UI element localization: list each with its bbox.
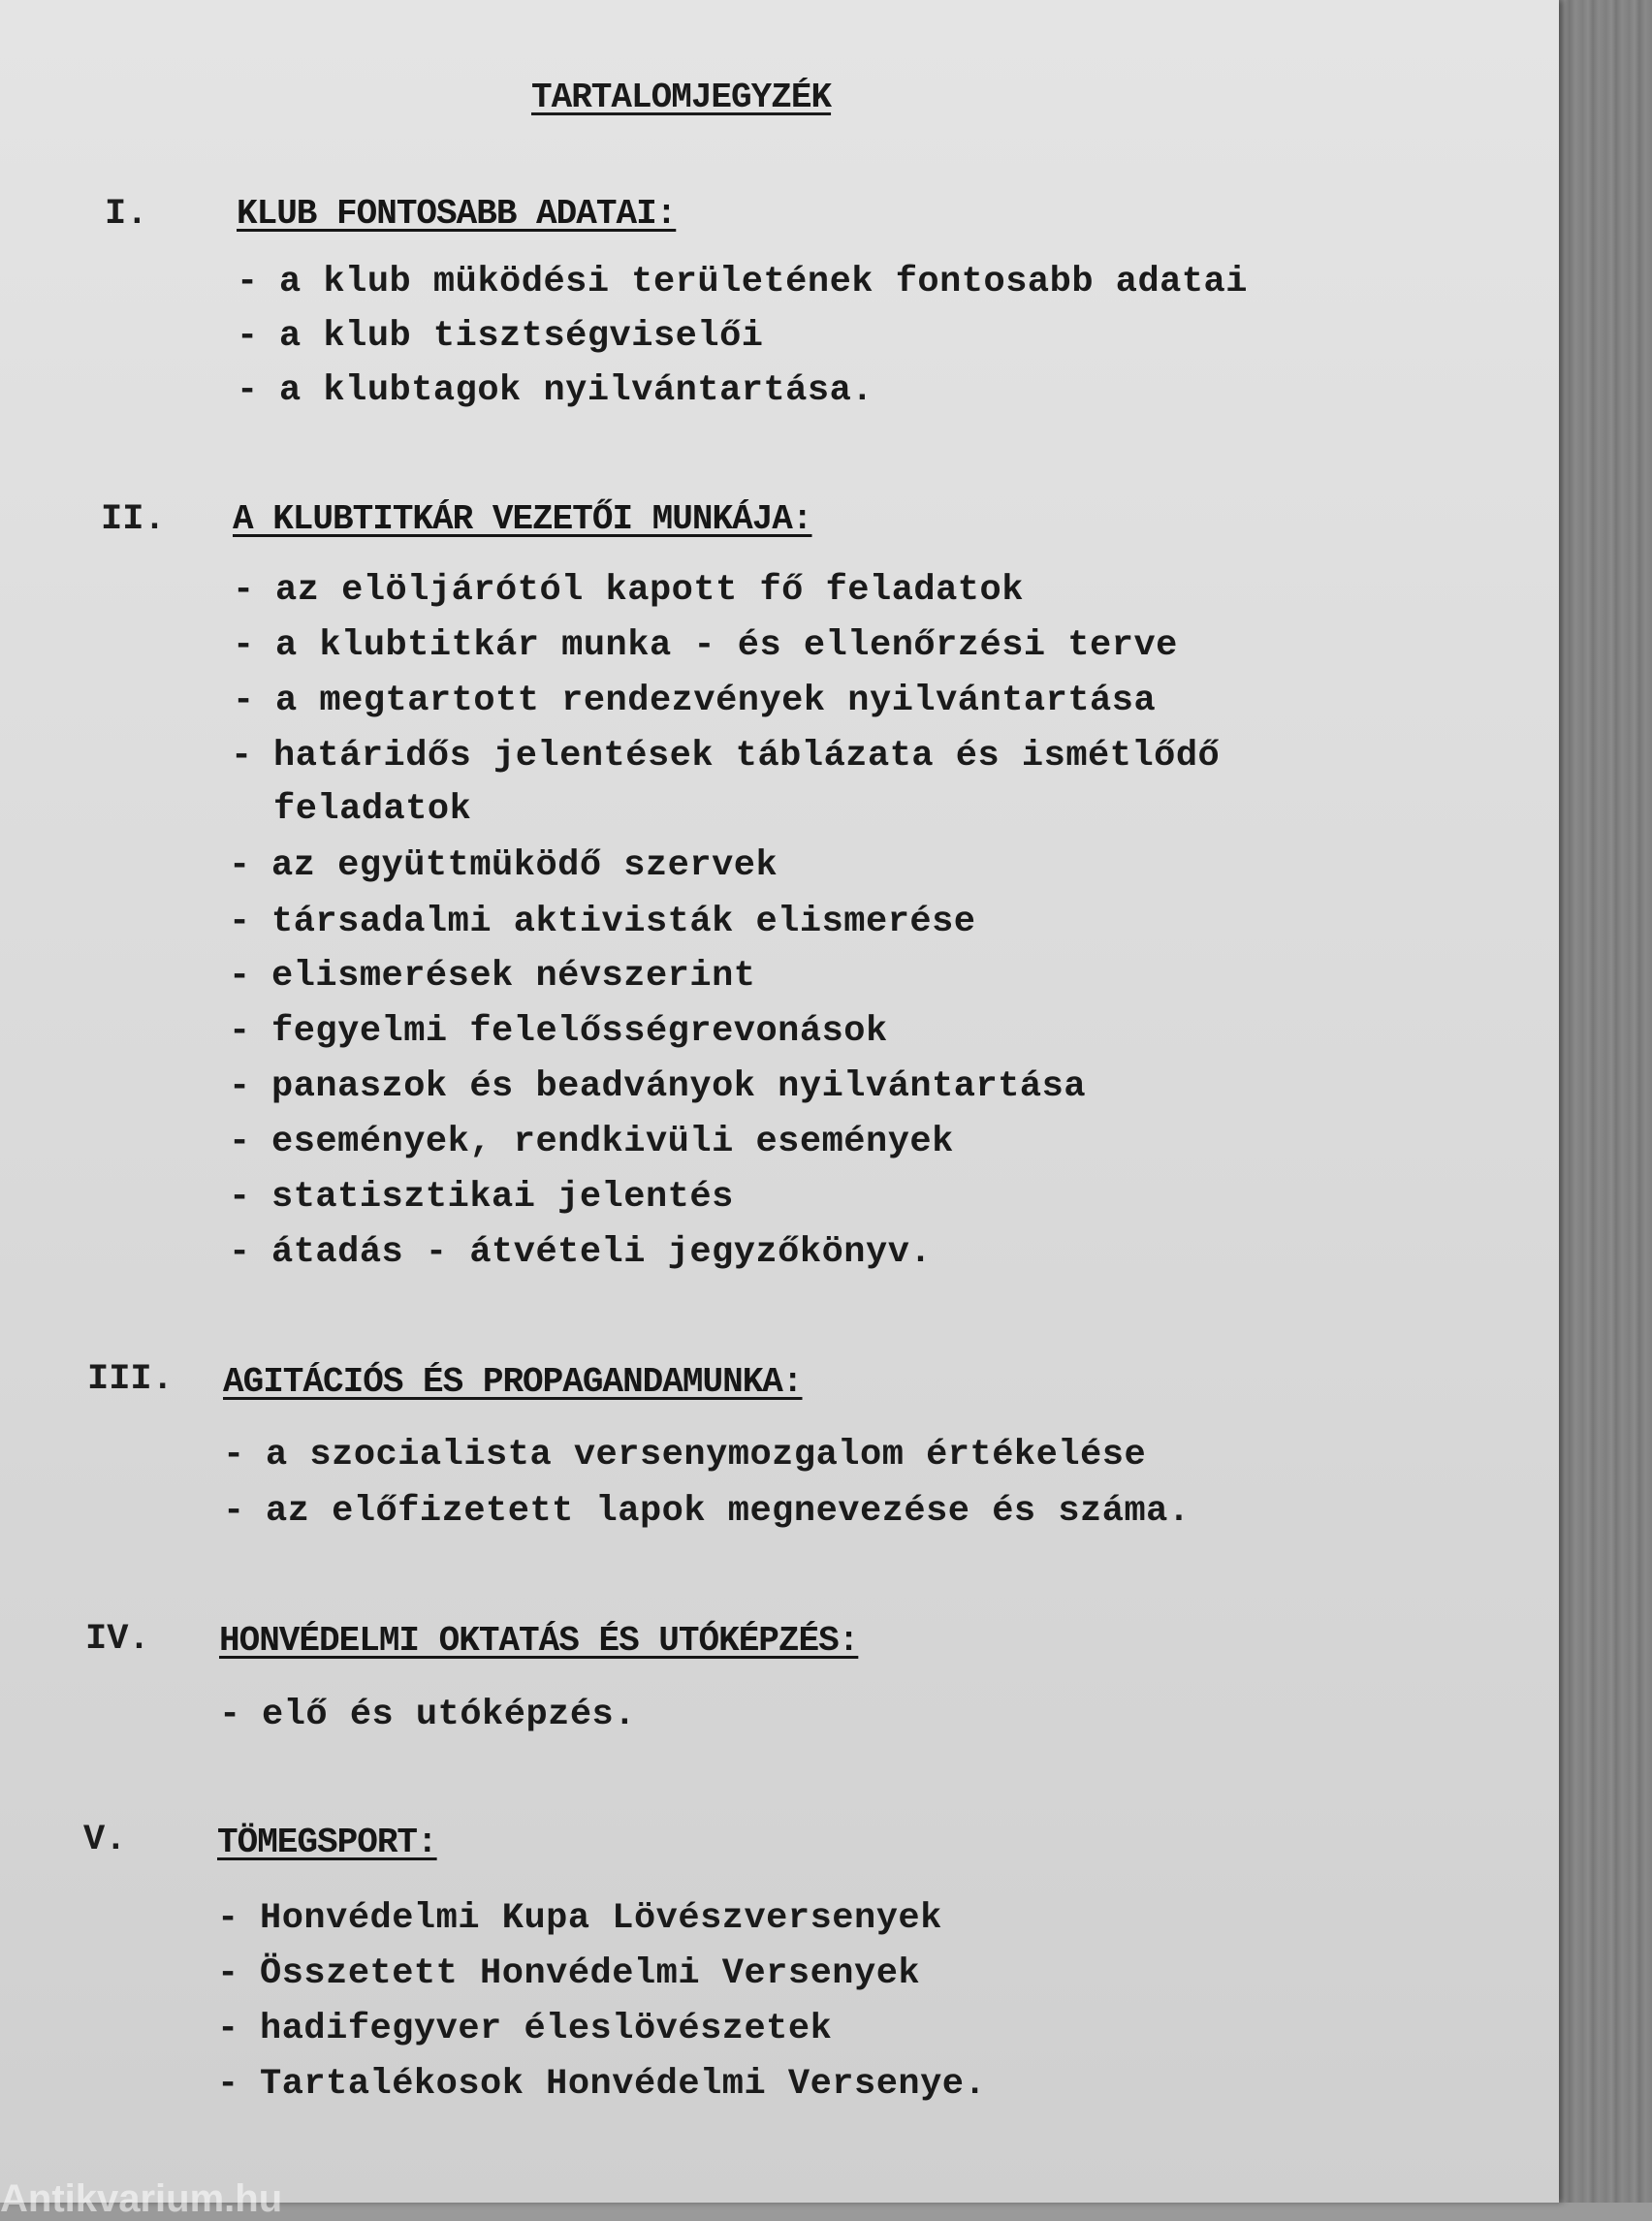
- background-surface: [1559, 0, 1652, 2203]
- list-item-text: Honvédelmi Kupa Lövészversenyek: [260, 1898, 942, 1939]
- list-item: [237, 316, 763, 357]
- dash-marker: -: [217, 2009, 239, 2049]
- list-item: [217, 1953, 920, 1994]
- list-item-text: hadifegyver éleslövészetek: [260, 2009, 833, 2049]
- dash-marker: -: [233, 570, 255, 611]
- section-heading: AGITÁCIÓS ÉS PROPAGANDAMUNKA:: [223, 1362, 803, 1402]
- list-item-text: a klubtitkár munka - és ellenőrzési terve: [275, 625, 1178, 666]
- list-item: [229, 1066, 1086, 1107]
- section-heading: KLUB FONTOSABB ADATAI:: [237, 194, 677, 234]
- dash-marker: -: [237, 262, 259, 302]
- dash-marker: -: [233, 625, 255, 666]
- list-item: [237, 370, 874, 411]
- list-item: [229, 1011, 888, 1052]
- dash-marker: -: [219, 1695, 241, 1735]
- section-number: V.: [83, 1820, 127, 1860]
- section-heading: HONVÉDELMI OKTATÁS ÉS UTÓKÉPZÉS:: [219, 1621, 859, 1661]
- dash-marker: -: [231, 736, 253, 777]
- list-item-continuation: [273, 789, 471, 830]
- dash-marker: -: [229, 1011, 251, 1052]
- dash-marker: -: [217, 2064, 239, 2105]
- list-item: [217, 1898, 942, 1939]
- dash-marker: -: [229, 845, 251, 886]
- list-item: [229, 956, 755, 997]
- dash-marker: -: [233, 681, 255, 721]
- list-item: [219, 1695, 636, 1735]
- list-item: [217, 2064, 986, 2105]
- list-item-text: Összetett Honvédelmi Versenyek: [260, 1953, 921, 1994]
- list-item-text: a klub tisztségviselői: [279, 316, 764, 357]
- dash-marker: -: [229, 902, 251, 942]
- list-item: [223, 1491, 1191, 1532]
- list-item-text: Tartalékosok Honvédelmi Versenye.: [260, 2064, 987, 2105]
- dash-marker: -: [229, 956, 251, 997]
- section-number: II.: [101, 499, 166, 540]
- dash-marker: -: [229, 1122, 251, 1162]
- section-number: I.: [105, 194, 148, 235]
- list-item-text: határidős jelentések táblázata és ismétlődő: [273, 736, 1221, 777]
- list-item: [233, 625, 1178, 666]
- dash-marker: -: [229, 1232, 251, 1273]
- section-heading: TÖMEGSPORT:: [217, 1823, 437, 1862]
- list-item: [229, 1232, 932, 1273]
- list-item: [229, 902, 976, 942]
- list-item-text: társadalmi aktivisták elismerése: [271, 902, 976, 942]
- list-item: [229, 845, 778, 886]
- list-item: [231, 736, 1220, 777]
- list-item: [237, 262, 1248, 302]
- section-heading: A KLUBTITKÁR VEZETŐI MUNKÁJA:: [233, 499, 812, 539]
- list-item-text: az előfizetett lapok megnevezése és száma.: [266, 1491, 1191, 1532]
- dash-marker: -: [229, 1177, 251, 1218]
- list-item: [217, 2009, 832, 2049]
- list-item-text: statisztikai jelentés: [271, 1177, 734, 1218]
- section-number: III.: [87, 1359, 174, 1400]
- list-item-text: események, rendkivüli események: [271, 1122, 954, 1162]
- section-number: IV.: [85, 1619, 150, 1660]
- list-item: [229, 1122, 954, 1162]
- list-item-text: fegyelmi felelősségrevonások: [271, 1011, 888, 1052]
- list-item-text: az együttmüködő szervek: [271, 845, 778, 886]
- dash-marker: -: [237, 370, 259, 411]
- watermark: Antikvarium.hu: [0, 2177, 283, 2220]
- list-item-text: elő és utóképzés.: [262, 1695, 636, 1735]
- list-item-text: a megtartott rendezvények nyilvántartása: [275, 681, 1157, 721]
- list-item-text: a klubtagok nyilvántartása.: [279, 370, 874, 411]
- list-item-text: panaszok és beadványok nyilvántartása: [271, 1066, 1087, 1107]
- list-item-text: a szocialista versenymozgalom értékelése: [266, 1435, 1147, 1475]
- list-item-text: az elöljárótól kapott fő feladatok: [275, 570, 1024, 611]
- list-item-text: átadás - átvételi jegyzőkönyv.: [271, 1232, 933, 1273]
- list-item-text: elismerések névszerint: [271, 956, 756, 997]
- list-item: [233, 570, 1024, 611]
- list-item: [233, 681, 1156, 721]
- list-item: [223, 1435, 1146, 1475]
- page-title: TARTALOMJEGYZÉK: [531, 78, 832, 117]
- dash-marker: -: [217, 1898, 239, 1939]
- list-item: [229, 1177, 734, 1218]
- dash-marker: -: [223, 1491, 245, 1532]
- list-item-text: a klub müködési területének fontosabb adatai: [279, 262, 1248, 302]
- dash-marker: -: [237, 316, 259, 357]
- list-item-text: feladatok: [273, 789, 472, 830]
- dash-marker: -: [217, 1953, 239, 1994]
- dash-marker: -: [223, 1435, 245, 1475]
- dash-marker: -: [229, 1066, 251, 1107]
